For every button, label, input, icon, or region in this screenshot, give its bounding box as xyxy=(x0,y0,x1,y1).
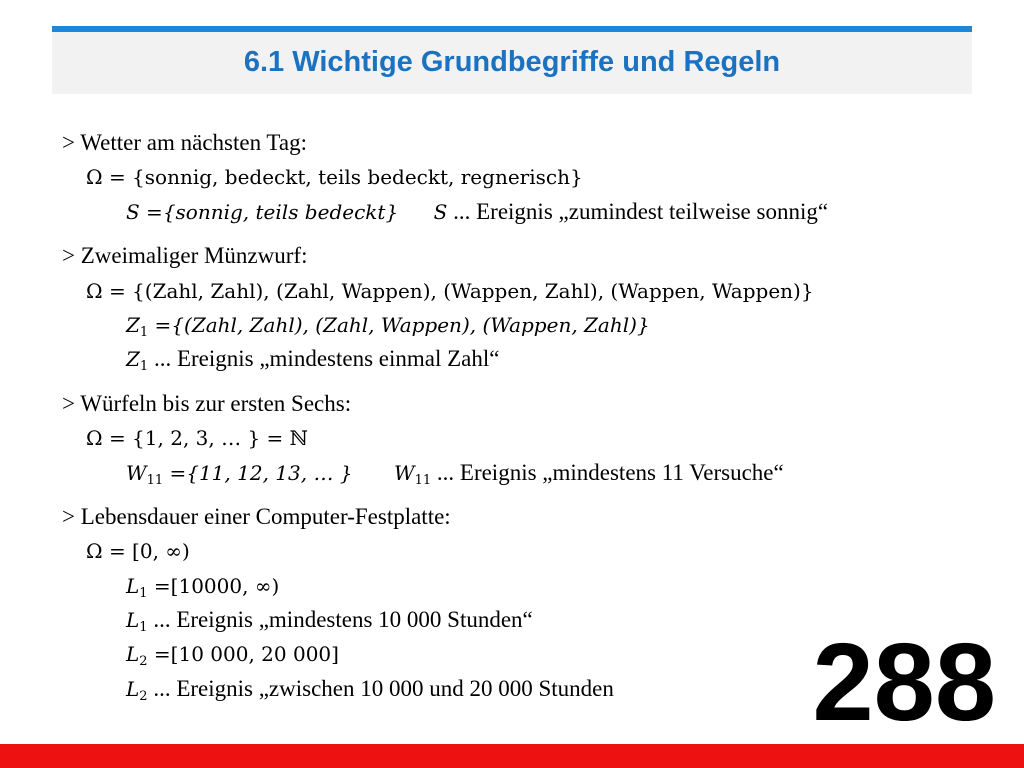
event-set: ={(Zahl, Zahl), (Zahl, Wappen), (Wappen, Zahl)} xyxy=(148,312,650,337)
section-heading: > Zweimaliger Münzwurf: xyxy=(62,243,308,269)
event-subscript: 2 xyxy=(139,688,148,704)
event-set: ={11, 12, 13, … } xyxy=(163,460,353,485)
event-subscript: 1 xyxy=(139,585,148,601)
event-description: ... Ereignis „mindestens 10 000 Stunden“ xyxy=(147,607,533,633)
event-line xyxy=(62,308,1012,342)
slide-content xyxy=(62,126,1012,706)
event-symbol: Z xyxy=(126,347,140,372)
event-symbol: L xyxy=(126,676,140,701)
event-subscript: 1 xyxy=(139,324,149,340)
section-heading: > Lebensdauer einer Computer-Festplatte: xyxy=(62,503,451,529)
event-symbol: Z xyxy=(126,312,140,337)
event-set: S ={sonnig, teils bedeckt} xyxy=(126,199,399,224)
event-subscript: 11 xyxy=(146,472,164,488)
event-subscript: 1 xyxy=(139,620,148,636)
sample-space: Ω = [0, ∞) xyxy=(86,539,190,564)
section-heading: > Würfeln bis zur ersten Sechs: xyxy=(62,390,352,416)
event-line xyxy=(62,342,1012,376)
event-symbol: L xyxy=(126,608,140,633)
event-description: ... Ereignis „zwischen 10 000 und 20 000 Stunden xyxy=(147,675,614,701)
event-description: ... Ereignis „zumindest teilweise sonnig“ xyxy=(447,198,829,224)
footer-bar xyxy=(0,744,1024,768)
event-symbol: S xyxy=(433,199,448,224)
sample-space: Ω = {1, 2, 3, … } = ℕ xyxy=(86,426,308,451)
sample-space: Ω = {(Zahl, Zahl), (Zahl, Wappen), (Wappen, Zahl), (Wappen, Wappen)} xyxy=(86,278,814,303)
event-line xyxy=(62,456,1012,490)
section-heading: > Wetter am nächsten Tag: xyxy=(62,130,307,155)
event-symbol: W xyxy=(394,460,415,485)
event-set: =[10 000, 20 000] xyxy=(147,642,339,667)
slide-title: 6.1 Wichtige Grundbegriffe und Regeln xyxy=(243,46,781,78)
sample-space: Ω = {sonnig, bedeckt, teils bedeckt, regnerisch} xyxy=(86,165,583,190)
event-subscript: 2 xyxy=(139,654,148,670)
event-symbol: W xyxy=(126,460,147,485)
title-box xyxy=(52,32,972,94)
event-subscript: 1 xyxy=(139,359,149,375)
event-symbol: L xyxy=(126,573,140,598)
event-set: =[10000, ∞) xyxy=(147,573,280,598)
page-number: 288 xyxy=(812,621,996,744)
event-line xyxy=(62,195,1012,229)
event-subscript: 11 xyxy=(414,472,432,488)
event-line xyxy=(62,569,1012,603)
event-symbol: L xyxy=(126,642,140,667)
event-description: ... Ereignis „mindestens einmal Zahl“ xyxy=(148,346,500,372)
event-description: ... Ereignis „mindestens 11 Versuche“ xyxy=(431,459,784,485)
